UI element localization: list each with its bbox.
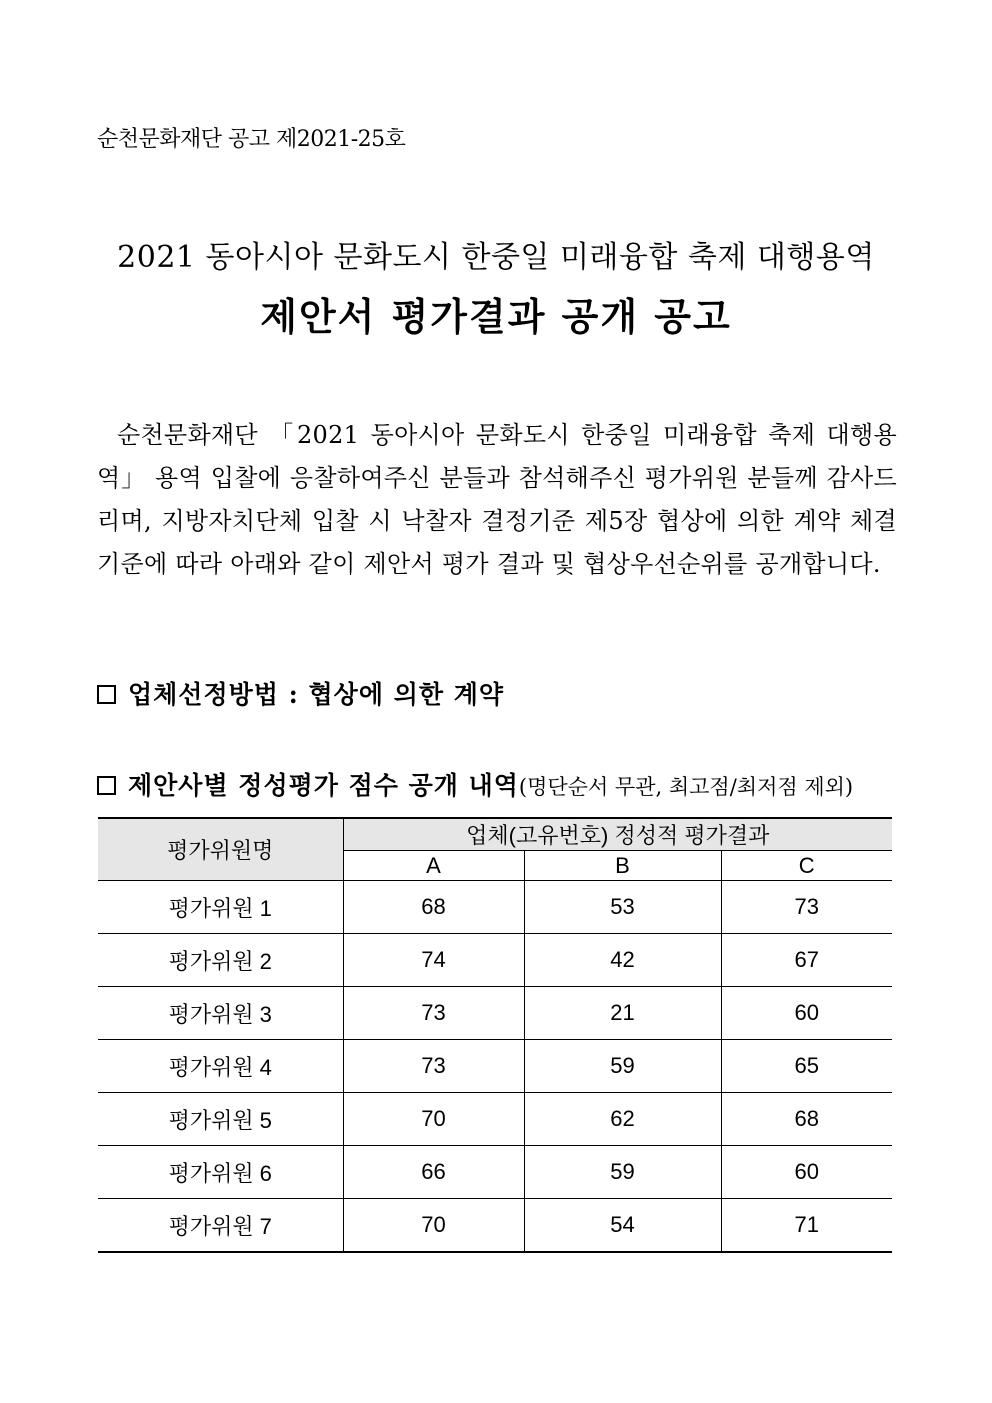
cell-score-a: 73 [343,1040,524,1093]
notice-number: 순천문화재단 공고 제2021-25호 [97,127,406,152]
cell-score-c: 71 [721,1199,892,1253]
checkbox-square-icon [97,685,116,704]
cell-score-c: 65 [721,1040,892,1093]
title-line-1: 2021 동아시아 문화도시 한중일 미래융합 축제 대행용역 [117,240,875,275]
cell-score-b: 62 [524,1093,721,1146]
header-vendor-group: 업체(고유번호) 정성적 평가결과 [343,818,892,851]
cell-score-c: 73 [721,881,892,934]
table-row [98,1093,892,1146]
section-score-disclosure [97,766,853,802]
header-col-a: A [343,851,524,881]
cell-score-b: 21 [524,987,721,1040]
table-row [98,934,892,987]
cell-score-a: 68 [343,881,524,934]
score-table [98,817,892,1253]
cell-evaluator: 평가위원 3 [98,987,343,1040]
table-row [98,987,892,1040]
cell-evaluator: 평가위원 6 [98,1146,343,1199]
body-paragraph-text: 순천문화재단 「2021 동아시아 문화도시 한중일 미래융합 축제 대행용역」 용역 입찰에 응찰하여주신 분들과 참석해주신 평가위원 분들께 감사드리며, 지방자치단체 입찰 시 낙찰자 결정기준 제5장 협상에 의한 계약 체결기준에 따라 아래와 같이 제안서 평가 결과 및 협상우선순위를 공개합니다. [97,421,897,578]
cell-score-a: 70 [343,1199,524,1253]
cell-score-c: 60 [721,1146,892,1199]
cell-score-a: 70 [343,1093,524,1146]
header-col-b: B [524,851,721,881]
page-title: 제안서 평가결과 공개 공고 [260,294,732,339]
section-title: 업체선정방법 : 협상에 의한 계약 [128,680,504,709]
cell-score-a: 66 [343,1146,524,1199]
cell-score-c: 68 [721,1093,892,1146]
cell-score-a: 74 [343,934,524,987]
cell-score-a: 73 [343,987,524,1040]
table-row [98,1146,892,1199]
cell-score-b: 54 [524,1199,721,1253]
cell-evaluator: 평가위원 7 [98,1199,343,1253]
table-row [98,1199,892,1253]
cell-score-b: 59 [524,1146,721,1199]
table-row [98,1040,892,1093]
header-evaluator-name: 평가위원명 [98,818,343,881]
cell-score-b: 53 [524,881,721,934]
cell-score-c: 67 [721,934,892,987]
cell-evaluator: 평가위원 2 [98,934,343,987]
section-note: (명단순서 무관, 최고점/최저점 제외) [518,775,854,799]
cell-score-b: 59 [524,1040,721,1093]
body-paragraph [97,414,897,586]
cell-evaluator: 평가위원 1 [98,881,343,934]
table-row [98,881,892,934]
cell-evaluator: 평가위원 4 [98,1040,343,1093]
cell-score-b: 42 [524,934,721,987]
section-title: 제안사별 정성평가 점수 공개 내역 [128,771,519,800]
checkbox-square-icon [97,776,116,795]
header-col-c: C [721,851,892,881]
cell-evaluator: 평가위원 5 [98,1093,343,1146]
cell-score-c: 60 [721,987,892,1040]
section-selection-method [97,675,504,711]
